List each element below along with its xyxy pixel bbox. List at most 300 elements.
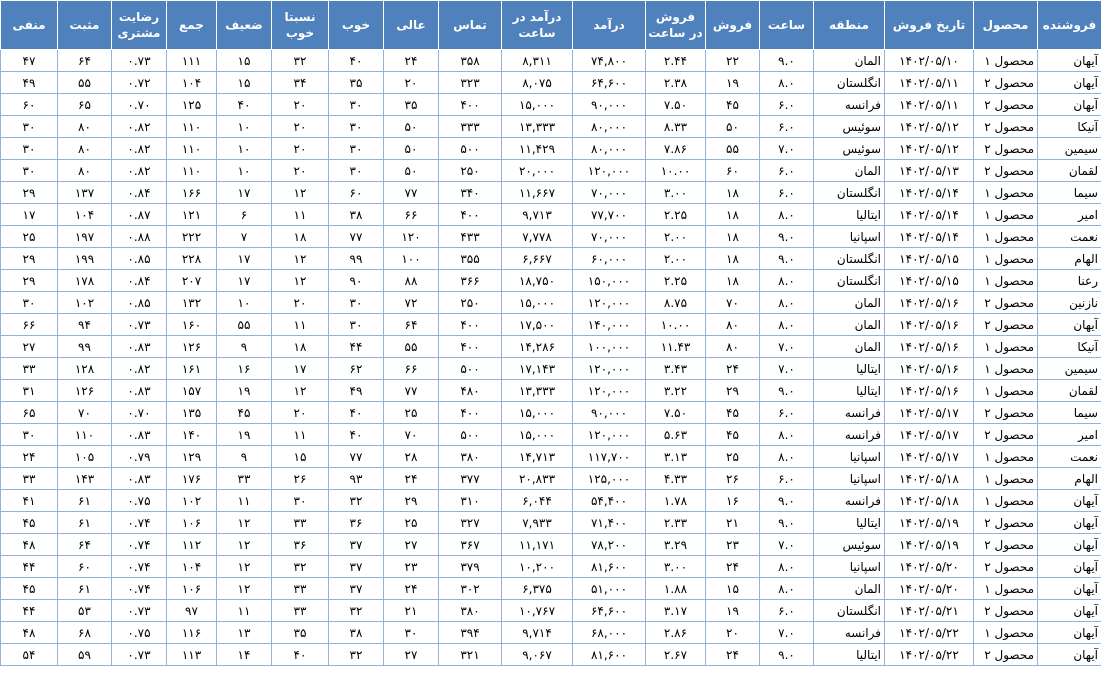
cell-excellent: ۵۰ <box>384 116 439 138</box>
cell-revenue-per-hour: ۶,۳۷۵ <box>502 578 573 600</box>
table-row <box>1 292 1101 314</box>
cell-sales-per-hour: ۳.۰۰ <box>646 182 706 204</box>
cell-region: فرانسه <box>814 94 885 116</box>
cell-customer-satisfaction: ۰.۷۳ <box>112 644 167 666</box>
header-revenue-per-hour[interactable]: درآمد در ساعت <box>502 1 573 50</box>
cell-revenue-per-hour: ۱۷,۱۴۳ <box>502 358 573 380</box>
cell-good: ۴۴ <box>329 336 384 358</box>
header-fairly-good[interactable]: نسبتا خوب <box>272 1 329 50</box>
cell-total: ۱۴۰ <box>167 424 217 446</box>
cell-revenue: ۹۰,۰۰۰ <box>573 94 646 116</box>
cell-seller: لقمان <box>1038 380 1101 402</box>
cell-good: ۳۷ <box>329 578 384 600</box>
table-row <box>1 556 1101 578</box>
cell-positive: ۵۳ <box>58 600 112 622</box>
cell-excellent: ۲۴ <box>384 50 439 72</box>
table-row <box>1 226 1101 248</box>
cell-total: ۲۰۷ <box>167 270 217 292</box>
header-excellent[interactable]: عالی <box>384 1 439 50</box>
cell-contacts: ۳۴۰ <box>439 182 502 204</box>
cell-fairly-good: ۱۲ <box>272 270 329 292</box>
cell-positive: ۱۰۲ <box>58 292 112 314</box>
cell-weak: ۱۳ <box>217 622 272 644</box>
cell-excellent: ۷۷ <box>384 380 439 402</box>
cell-fairly-good: ۴۰ <box>272 644 329 666</box>
cell-excellent: ۲۱ <box>384 600 439 622</box>
cell-sales: ۱۸ <box>706 226 760 248</box>
cell-positive: ۱۲۶ <box>58 380 112 402</box>
cell-sale-date: ۱۴۰۲/۰۵/۱۶ <box>885 336 974 358</box>
cell-contacts: ۵۰۰ <box>439 138 502 160</box>
cell-positive: ۱۴۳ <box>58 468 112 490</box>
cell-sales-per-hour: ۲.۸۶ <box>646 622 706 644</box>
table-row <box>1 358 1101 380</box>
cell-negative: ۴۸ <box>1 622 58 644</box>
cell-total: ۹۷ <box>167 600 217 622</box>
cell-customer-satisfaction: ۰.۷۴ <box>112 512 167 534</box>
cell-contacts: ۳۳۳ <box>439 116 502 138</box>
cell-hours: ۶.۰ <box>760 468 814 490</box>
cell-region: انگلستان <box>814 182 885 204</box>
cell-sale-date: ۱۴۰۲/۰۵/۱۴ <box>885 226 974 248</box>
cell-product: محصول ۲ <box>974 424 1038 446</box>
cell-negative: ۲۴ <box>1 446 58 468</box>
cell-revenue-per-hour: ۲۰,۸۳۳ <box>502 468 573 490</box>
header-seller[interactable]: فروشنده <box>1038 1 1101 50</box>
cell-seller: آیهان <box>1038 314 1101 336</box>
cell-revenue: ۷۰,۰۰۰ <box>573 226 646 248</box>
cell-product: محصول ۱ <box>974 226 1038 248</box>
cell-customer-satisfaction: ۰.۷۲ <box>112 72 167 94</box>
cell-excellent: ۱۲۰ <box>384 226 439 248</box>
cell-total: ۱۰۶ <box>167 512 217 534</box>
cell-revenue-per-hour: ۶,۰۴۴ <box>502 490 573 512</box>
cell-total: ۱۲۵ <box>167 94 217 116</box>
cell-hours: ۸.۰ <box>760 446 814 468</box>
cell-region: المان <box>814 292 885 314</box>
cell-revenue: ۸۱,۶۰۰ <box>573 556 646 578</box>
cell-region: انگلستان <box>814 72 885 94</box>
cell-seller: الهام <box>1038 468 1101 490</box>
cell-revenue: ۶۴,۶۰۰ <box>573 600 646 622</box>
cell-sales-per-hour: ۳.۲۲ <box>646 380 706 402</box>
cell-sales: ۱۶ <box>706 490 760 512</box>
cell-contacts: ۳۶۷ <box>439 534 502 556</box>
cell-contacts: ۵۰۰ <box>439 358 502 380</box>
cell-weak: ۱۲ <box>217 534 272 556</box>
table-row <box>1 50 1101 72</box>
header-sale-date[interactable]: تاریخ فروش <box>885 1 974 50</box>
cell-customer-satisfaction: ۰.۸۳ <box>112 380 167 402</box>
cell-weak: ۱۹ <box>217 380 272 402</box>
cell-weak: ۱۲ <box>217 556 272 578</box>
cell-sale-date: ۱۴۰۲/۰۵/۱۱ <box>885 94 974 116</box>
cell-sale-date: ۱۴۰۲/۰۵/۱۷ <box>885 424 974 446</box>
cell-good: ۳۰ <box>329 94 384 116</box>
cell-customer-satisfaction: ۰.۷۵ <box>112 490 167 512</box>
cell-contacts: ۳۸۰ <box>439 600 502 622</box>
cell-weak: ۱۰ <box>217 138 272 160</box>
cell-hours: ۶.۰ <box>760 182 814 204</box>
cell-seller: امیر <box>1038 204 1101 226</box>
cell-fairly-good: ۱۸ <box>272 336 329 358</box>
cell-negative: ۴۹ <box>1 72 58 94</box>
cell-positive: ۶۸ <box>58 622 112 644</box>
cell-revenue: ۱۱۷,۷۰۰ <box>573 446 646 468</box>
cell-region: ایتالیا <box>814 644 885 666</box>
cell-positive: ۷۰ <box>58 402 112 424</box>
cell-seller: آیهان <box>1038 534 1101 556</box>
cell-customer-satisfaction: ۰.۸۲ <box>112 358 167 380</box>
cell-positive: ۱۱۰ <box>58 424 112 446</box>
cell-fairly-good: ۱۱ <box>272 204 329 226</box>
cell-revenue: ۷۸,۲۰۰ <box>573 534 646 556</box>
cell-weak: ۳۳ <box>217 468 272 490</box>
table-row <box>1 490 1101 512</box>
cell-positive: ۱۹۷ <box>58 226 112 248</box>
cell-sales-per-hour: ۱۰.۰۰ <box>646 160 706 182</box>
cell-excellent: ۸۸ <box>384 270 439 292</box>
cell-weak: ۱۰ <box>217 160 272 182</box>
cell-sale-date: ۱۴۰۲/۰۵/۲۱ <box>885 600 974 622</box>
cell-hours: ۸.۰ <box>760 314 814 336</box>
cell-fairly-good: ۱۱ <box>272 314 329 336</box>
cell-sales: ۸۰ <box>706 336 760 358</box>
cell-region: ایتالیا <box>814 204 885 226</box>
cell-sales-per-hour: ۸.۳۳ <box>646 116 706 138</box>
cell-positive: ۱۹۹ <box>58 248 112 270</box>
cell-revenue-per-hour: ۹,۰۶۷ <box>502 644 573 666</box>
cell-product: محصول ۱ <box>974 50 1038 72</box>
cell-sales-per-hour: ۳.۴۳ <box>646 358 706 380</box>
cell-revenue: ۱۲۰,۰۰۰ <box>573 380 646 402</box>
cell-hours: ۶.۰ <box>760 94 814 116</box>
cell-total: ۱۰۴ <box>167 72 217 94</box>
cell-region: المان <box>814 160 885 182</box>
cell-region: ایتالیا <box>814 380 885 402</box>
header-product[interactable]: محصول <box>974 1 1038 50</box>
cell-hours: ۷.۰ <box>760 534 814 556</box>
cell-weak: ۱۵ <box>217 72 272 94</box>
cell-excellent: ۷۷ <box>384 182 439 204</box>
cell-fairly-good: ۲۰ <box>272 402 329 424</box>
cell-seller: آیهان <box>1038 490 1101 512</box>
table-row <box>1 402 1101 424</box>
cell-sale-date: ۱۴۰۲/۰۵/۱۰ <box>885 50 974 72</box>
cell-positive: ۱۲۸ <box>58 358 112 380</box>
cell-contacts: ۲۵۰ <box>439 160 502 182</box>
cell-customer-satisfaction: ۰.۷۳ <box>112 50 167 72</box>
cell-total: ۱۶۰ <box>167 314 217 336</box>
cell-weak: ۱۷ <box>217 248 272 270</box>
cell-seller: آنیکا <box>1038 116 1101 138</box>
cell-weak: ۹ <box>217 446 272 468</box>
cell-sales: ۲۲ <box>706 50 760 72</box>
cell-negative: ۲۵ <box>1 226 58 248</box>
cell-product: محصول ۱ <box>974 358 1038 380</box>
cell-good: ۴۹ <box>329 380 384 402</box>
cell-product: محصول ۱ <box>974 622 1038 644</box>
cell-positive: ۱۰۵ <box>58 446 112 468</box>
cell-product: محصول ۱ <box>974 248 1038 270</box>
cell-sales-per-hour: ۲.۲۵ <box>646 204 706 226</box>
cell-revenue-per-hour: ۶,۶۶۷ <box>502 248 573 270</box>
cell-revenue: ۱۲۰,۰۰۰ <box>573 358 646 380</box>
cell-total: ۱۱۳ <box>167 644 217 666</box>
cell-revenue-per-hour: ۸,۰۷۵ <box>502 72 573 94</box>
table-row <box>1 248 1101 270</box>
cell-excellent: ۲۴ <box>384 468 439 490</box>
header-hours[interactable]: ساعت <box>760 1 814 50</box>
cell-positive: ۹۴ <box>58 314 112 336</box>
cell-good: ۳۷ <box>329 534 384 556</box>
cell-weak: ۱۱ <box>217 490 272 512</box>
cell-revenue: ۱۲۰,۰۰۰ <box>573 292 646 314</box>
cell-revenue-per-hour: ۹,۷۱۴ <box>502 622 573 644</box>
cell-weak: ۱۷ <box>217 182 272 204</box>
cell-revenue-per-hour: ۱۱,۱۷۱ <box>502 534 573 556</box>
cell-fairly-good: ۲۰ <box>272 292 329 314</box>
header-total[interactable]: جمع <box>167 1 217 50</box>
cell-positive: ۸۰ <box>58 160 112 182</box>
cell-product: محصول ۲ <box>974 160 1038 182</box>
cell-negative: ۳۰ <box>1 424 58 446</box>
header-sales[interactable]: فروش <box>706 1 760 50</box>
cell-customer-satisfaction: ۰.۷۵ <box>112 622 167 644</box>
cell-product: محصول ۲ <box>974 600 1038 622</box>
cell-sales: ۵۰ <box>706 116 760 138</box>
cell-sales: ۴۵ <box>706 424 760 446</box>
cell-region: اسپانیا <box>814 468 885 490</box>
cell-hours: ۹.۰ <box>760 50 814 72</box>
cell-positive: ۶۰ <box>58 556 112 578</box>
cell-good: ۴۰ <box>329 402 384 424</box>
cell-region: المان <box>814 336 885 358</box>
cell-sale-date: ۱۴۰۲/۰۵/۱۲ <box>885 116 974 138</box>
cell-positive: ۶۱ <box>58 578 112 600</box>
cell-seller: سیمین <box>1038 358 1101 380</box>
cell-seller: نعمت <box>1038 226 1101 248</box>
cell-sale-date: ۱۴۰۲/۰۵/۱۴ <box>885 182 974 204</box>
cell-region: فرانسه <box>814 402 885 424</box>
cell-weak: ۱۴ <box>217 644 272 666</box>
cell-negative: ۴۴ <box>1 600 58 622</box>
cell-excellent: ۵۰ <box>384 160 439 182</box>
cell-contacts: ۴۸۰ <box>439 380 502 402</box>
header-positive[interactable]: مثبت <box>58 1 112 50</box>
cell-total: ۱۲۶ <box>167 336 217 358</box>
cell-negative: ۴۱ <box>1 490 58 512</box>
cell-sale-date: ۱۴۰۲/۰۵/۱۳ <box>885 160 974 182</box>
cell-sale-date: ۱۴۰۲/۰۵/۱۹ <box>885 534 974 556</box>
cell-sale-date: ۱۴۰۲/۰۵/۱۹ <box>885 512 974 534</box>
cell-sales-per-hour: ۲.۰۰ <box>646 248 706 270</box>
cell-product: محصول ۱ <box>974 490 1038 512</box>
cell-hours: ۷.۰ <box>760 336 814 358</box>
cell-product: محصول ۲ <box>974 644 1038 666</box>
cell-region: اسپانیا <box>814 226 885 248</box>
cell-sales: ۲۰ <box>706 622 760 644</box>
cell-weak: ۴۵ <box>217 402 272 424</box>
cell-sales: ۱۸ <box>706 270 760 292</box>
cell-sale-date: ۱۴۰۲/۰۵/۱۶ <box>885 292 974 314</box>
header-good[interactable]: خوب <box>329 1 384 50</box>
cell-sales: ۶۰ <box>706 160 760 182</box>
cell-negative: ۳۰ <box>1 116 58 138</box>
cell-seller: آیهان <box>1038 644 1101 666</box>
cell-customer-satisfaction: ۰.۸۳ <box>112 468 167 490</box>
cell-revenue-per-hour: ۱۸,۷۵۰ <box>502 270 573 292</box>
cell-negative: ۶۶ <box>1 314 58 336</box>
cell-good: ۳۰ <box>329 292 384 314</box>
header-sales-per-hour[interactable]: فروش در ساعت <box>646 1 706 50</box>
table-row <box>1 424 1101 446</box>
cell-region: ایتالیا <box>814 358 885 380</box>
cell-positive: ۹۹ <box>58 336 112 358</box>
cell-sale-date: ۱۴۰۲/۰۵/۱۷ <box>885 446 974 468</box>
header-negative[interactable]: منفی <box>1 1 58 50</box>
cell-contacts: ۳۹۴ <box>439 622 502 644</box>
header-customer-satisfaction[interactable]: رضایت مشتری <box>112 1 167 50</box>
cell-customer-satisfaction: ۰.۸۲ <box>112 160 167 182</box>
cell-sales-per-hour: ۲.۴۴ <box>646 50 706 72</box>
table-row <box>1 512 1101 534</box>
cell-revenue-per-hour: ۱۵,۰۰۰ <box>502 424 573 446</box>
cell-sales-per-hour: ۴.۳۳ <box>646 468 706 490</box>
cell-total: ۱۳۵ <box>167 402 217 424</box>
cell-negative: ۲۹ <box>1 248 58 270</box>
cell-product: محصول ۱ <box>974 578 1038 600</box>
cell-seller: آنیکا <box>1038 336 1101 358</box>
cell-region: سوئیس <box>814 534 885 556</box>
cell-weak: ۱۰ <box>217 116 272 138</box>
cell-hours: ۹.۰ <box>760 644 814 666</box>
cell-product: محصول ۲ <box>974 138 1038 160</box>
cell-sales-per-hour: ۳.۱۳ <box>646 446 706 468</box>
cell-sales: ۴۵ <box>706 94 760 116</box>
cell-good: ۳۲ <box>329 490 384 512</box>
cell-sales: ۱۸ <box>706 204 760 226</box>
header-weak[interactable]: ضعیف <box>217 1 272 50</box>
cell-region: فرانسه <box>814 424 885 446</box>
cell-seller: آیهان <box>1038 600 1101 622</box>
cell-good: ۴۰ <box>329 50 384 72</box>
cell-sales: ۱۸ <box>706 248 760 270</box>
cell-region: المان <box>814 314 885 336</box>
cell-good: ۳۲ <box>329 644 384 666</box>
cell-revenue: ۹۰,۰۰۰ <box>573 402 646 424</box>
cell-sales: ۲۱ <box>706 512 760 534</box>
cell-region: انگلستان <box>814 600 885 622</box>
cell-seller: امیر <box>1038 424 1101 446</box>
cell-sales: ۱۹ <box>706 72 760 94</box>
cell-excellent: ۲۵ <box>384 512 439 534</box>
cell-customer-satisfaction: ۰.۸۵ <box>112 248 167 270</box>
cell-negative: ۱۷ <box>1 204 58 226</box>
cell-fairly-good: ۲۶ <box>272 468 329 490</box>
cell-fairly-good: ۳۲ <box>272 50 329 72</box>
cell-total: ۱۱۰ <box>167 116 217 138</box>
cell-sale-date: ۱۴۰۲/۰۵/۲۲ <box>885 622 974 644</box>
cell-total: ۱۲۱ <box>167 204 217 226</box>
cell-hours: ۷.۰ <box>760 622 814 644</box>
cell-revenue: ۷۰,۰۰۰ <box>573 182 646 204</box>
cell-revenue-per-hour: ۷,۷۷۸ <box>502 226 573 248</box>
header-contacts[interactable]: تماس <box>439 1 502 50</box>
table-row <box>1 600 1101 622</box>
cell-good: ۹۰ <box>329 270 384 292</box>
cell-fairly-good: ۱۲ <box>272 248 329 270</box>
cell-sales-per-hour: ۲.۳۸ <box>646 72 706 94</box>
table-row <box>1 468 1101 490</box>
cell-fairly-good: ۳۴ <box>272 72 329 94</box>
cell-positive: ۵۹ <box>58 644 112 666</box>
cell-excellent: ۶۶ <box>384 358 439 380</box>
cell-region: المان <box>814 578 885 600</box>
cell-revenue: ۱۴۰,۰۰۰ <box>573 314 646 336</box>
cell-good: ۷۷ <box>329 446 384 468</box>
cell-sales-per-hour: ۱۰.۰۰ <box>646 314 706 336</box>
cell-weak: ۱۹ <box>217 424 272 446</box>
cell-contacts: ۳۵۵ <box>439 248 502 270</box>
cell-fairly-good: ۲۰ <box>272 138 329 160</box>
cell-contacts: ۳۱۰ <box>439 490 502 512</box>
cell-revenue: ۷۴,۸۰۰ <box>573 50 646 72</box>
cell-revenue-per-hour: ۱۷,۵۰۰ <box>502 314 573 336</box>
cell-excellent: ۷۲ <box>384 292 439 314</box>
cell-excellent: ۲۰ <box>384 72 439 94</box>
cell-sales: ۲۴ <box>706 358 760 380</box>
cell-customer-satisfaction: ۰.۸۸ <box>112 226 167 248</box>
cell-customer-satisfaction: ۰.۷۰ <box>112 94 167 116</box>
cell-revenue-per-hour: ۱۴,۲۸۶ <box>502 336 573 358</box>
cell-sale-date: ۱۴۰۲/۰۵/۱۸ <box>885 468 974 490</box>
cell-good: ۶۰ <box>329 182 384 204</box>
cell-sales: ۵۵ <box>706 138 760 160</box>
cell-contacts: ۴۰۰ <box>439 402 502 424</box>
cell-sales-per-hour: ۱.۸۸ <box>646 578 706 600</box>
cell-sales-per-hour: ۱.۷۸ <box>646 490 706 512</box>
header-revenue[interactable]: درآمد <box>573 1 646 50</box>
table-row <box>1 116 1101 138</box>
cell-negative: ۴۸ <box>1 534 58 556</box>
cell-seller: نعمت <box>1038 446 1101 468</box>
cell-revenue: ۸۰,۰۰۰ <box>573 116 646 138</box>
cell-customer-satisfaction: ۰.۸۴ <box>112 182 167 204</box>
cell-hours: ۹.۰ <box>760 512 814 534</box>
cell-revenue-per-hour: ۱۵,۰۰۰ <box>502 292 573 314</box>
cell-total: ۱۷۶ <box>167 468 217 490</box>
cell-sales: ۱۸ <box>706 182 760 204</box>
table-row <box>1 380 1101 402</box>
cell-hours: ۸.۰ <box>760 270 814 292</box>
cell-positive: ۱۷۸ <box>58 270 112 292</box>
header-region[interactable]: منطقه <box>814 1 885 50</box>
cell-revenue: ۸۱,۶۰۰ <box>573 644 646 666</box>
cell-sale-date: ۱۴۰۲/۰۵/۱۷ <box>885 402 974 424</box>
cell-customer-satisfaction: ۰.۷۳ <box>112 314 167 336</box>
cell-negative: ۴۵ <box>1 512 58 534</box>
table-row <box>1 94 1101 116</box>
cell-region: سوئیس <box>814 138 885 160</box>
cell-sales-per-hour: ۷.۸۶ <box>646 138 706 160</box>
cell-product: محصول ۱ <box>974 468 1038 490</box>
cell-contacts: ۴۰۰ <box>439 204 502 226</box>
cell-revenue: ۶۸,۰۰۰ <box>573 622 646 644</box>
cell-excellent: ۵۵ <box>384 336 439 358</box>
cell-negative: ۵۴ <box>1 644 58 666</box>
cell-customer-satisfaction: ۰.۸۴ <box>112 270 167 292</box>
